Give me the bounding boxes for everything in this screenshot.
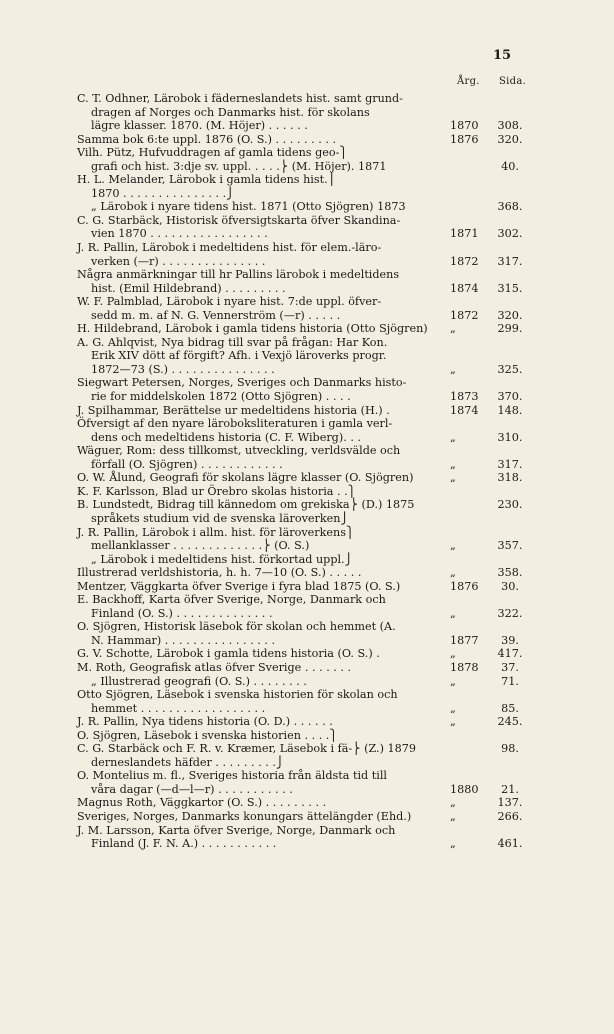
- entry-line: [77, 376, 537, 390]
- entry-page: 85.: [501, 701, 519, 715]
- entry-text: 1872—73 (S.) . . . . . . . . . . . . . . .: [91, 362, 275, 376]
- entry-page: 322.: [497, 606, 523, 620]
- entry-line: [77, 553, 537, 567]
- entry-line: [77, 702, 537, 716]
- entry-line: [77, 336, 537, 350]
- entry-year: 1874: [450, 403, 479, 417]
- entry-text: Sveriges, Norges, Danmarks konungars ättelängder (Ehd.): [77, 809, 412, 823]
- entry-text: dragen af Norges och Danmarks hist. för skolans: [91, 105, 370, 119]
- entry-line: [77, 810, 537, 824]
- entry-text: Några anmärkningar till hr Pallins lärobok i medeltidens: [77, 268, 400, 282]
- entry-text: förfall (O. Sjögren) . . . . . . . . . . . .: [91, 457, 283, 471]
- entry-year: 1872: [450, 254, 479, 268]
- entry-line: [77, 634, 537, 648]
- entry-year: „: [450, 457, 456, 471]
- entry-year: „: [450, 701, 456, 715]
- entry-line: [77, 160, 537, 174]
- entry-text: våra dagar (—d—l—r) . . . . . . . . . . .: [91, 782, 293, 796]
- entry-page: 302.: [497, 227, 523, 241]
- entry-text: „ Illustrerad geografi (O. S.) . . . . . . . .: [91, 674, 307, 688]
- entry-page: 137.: [497, 796, 523, 810]
- entry-page: 37.: [501, 660, 519, 674]
- entry-page: 317.: [497, 457, 523, 471]
- entry-text: J. M. Larsson, Karta öfver Sverige, Norge, Danmark och: [77, 823, 396, 837]
- entry-text: B. Lundstedt, Bidrag till kännedom om grekiska⎬ (D.) 1875: [77, 498, 415, 512]
- entry-text: N. Hammar) . . . . . . . . . . . . . . . .: [91, 633, 276, 647]
- entry-line: [77, 173, 537, 187]
- entry-text: W. F. Palmblad, Lärobok i nyare hist. 7:de uppl. öfver-: [77, 295, 382, 309]
- entry-line: [77, 241, 537, 255]
- entry-text: J. R. Pallin, Lärobok i allm. hist. för läroverkens⎫: [77, 525, 355, 539]
- entry-line: [77, 309, 537, 323]
- entry-year: „: [450, 647, 456, 661]
- entry-line: [77, 647, 537, 661]
- entry-line: [77, 742, 537, 756]
- entry-line: [77, 390, 537, 404]
- entry-year: 1880: [450, 782, 479, 796]
- entry-year: „: [450, 539, 456, 553]
- entry-text: Finland (J. F. N. A.) . . . . . . . . . . .: [91, 837, 277, 851]
- entry-page: 266.: [497, 809, 523, 823]
- entry-year: „: [450, 796, 456, 810]
- entry-line: [77, 661, 537, 675]
- entry-text: C. G. Starbäck, Historisk öfversigtskarta öfver Skandina-: [77, 213, 401, 227]
- entry-line: [77, 526, 537, 540]
- entry-year: „: [450, 430, 456, 444]
- entry-text: Erik XIV dött af förgift? Afh. i Vexjö läroverks progr.: [91, 349, 387, 363]
- entry-line: [77, 756, 537, 770]
- entry-page: 318.: [497, 471, 523, 485]
- entry-page: 320.: [497, 132, 523, 146]
- entry-line: [77, 282, 537, 296]
- entry-page: 40.: [501, 159, 519, 173]
- entry-text: lägre klasser. 1870. (M. Höjer) . . . . . .: [91, 119, 308, 133]
- entry-line: [77, 133, 537, 147]
- entry-text: C. T. Odhner, Lärobok i fäderneslandets hist. samt grund-: [77, 92, 403, 105]
- entry-line: [77, 512, 537, 526]
- entry-line: [77, 417, 537, 431]
- entry-year: „: [450, 809, 456, 823]
- entry-text: grafi och hist. 3:dje sv. uppl. . . . .⎬ (M. Höjer). 1871: [91, 159, 387, 173]
- entry-page: 39.: [501, 633, 519, 647]
- column-header-page: Sida.: [499, 76, 527, 87]
- entry-line: [77, 539, 537, 553]
- entry-line: [77, 214, 537, 228]
- entry-line: [77, 796, 537, 810]
- entry-line: [77, 458, 537, 472]
- entry-page: 310.: [497, 430, 523, 444]
- entry-line: [77, 783, 537, 797]
- entry-year: 1871: [450, 227, 479, 241]
- entry-line: [77, 675, 537, 689]
- entry-line: [77, 119, 537, 133]
- entry-line: [77, 566, 537, 580]
- entry-year: 1878: [450, 660, 479, 674]
- entry-page: 320.: [497, 308, 523, 322]
- entry-year: „: [450, 715, 456, 729]
- entry-text: Mentzer, Väggkarta öfver Sverige i fyra blad 1875 (O. S.): [77, 579, 401, 593]
- entry-text: Wäguer, Rom: dess tillkomst, utveckling, verldsvälde och: [77, 444, 401, 458]
- entry-line: [77, 607, 537, 621]
- entry-text: Öfversigt af den nyare läroboksliteraturen i gamla verl-: [77, 417, 393, 431]
- entry-text: Otto Sjögren, Läsebok i svenska historien för skolan och: [77, 688, 398, 702]
- entry-text: Vilh. Pütz, Hufvuddragen af gamla tidens geo-⎫: [77, 146, 348, 160]
- entry-line: [77, 688, 537, 702]
- entry-page: 230.: [497, 498, 523, 512]
- entry-text: vien 1870 . . . . . . . . . . . . . . . . .: [91, 227, 268, 241]
- entry-line: [77, 187, 537, 201]
- entry-line: [77, 471, 537, 485]
- entry-year: „: [450, 471, 456, 485]
- entry-line: [77, 485, 537, 499]
- entry-page: 358.: [497, 566, 523, 580]
- entry-year: 1876: [450, 132, 479, 146]
- entry-text: O. Sjögren, Läsebok i svenska historien . . . .⎫: [77, 728, 338, 742]
- entry-text: J. R. Pallin, Lärobok i medeltidens hist. för elem.-läro-: [77, 241, 382, 255]
- entry-year: 1876: [450, 579, 479, 593]
- entry-text: E. Backhoff, Karta öfver Sverige, Norge, Danmark och: [77, 593, 386, 607]
- entry-text: hemmet . . . . . . . . . . . . . . . . . .: [91, 701, 266, 715]
- entry-line: [77, 498, 537, 512]
- entry-line: [77, 593, 537, 607]
- entry-page: 461.: [497, 837, 523, 851]
- entry-text: A. G. Ahlqvist, Nya bidrag till svar på frågan: Har Kon.: [77, 335, 388, 349]
- entry-page: 299.: [497, 322, 523, 336]
- entry-line: [77, 729, 537, 743]
- entry-line: [77, 295, 537, 309]
- entry-text: „ Lärobok i nyare tidens hist. 1871 (Otto Sjögren) 1873: [91, 200, 406, 214]
- entry-line: [77, 363, 537, 377]
- entry-page: 357.: [497, 539, 523, 553]
- entry-line: [77, 255, 537, 269]
- entry-text: derneslandets häfder . . . . . . . . .⎭: [91, 755, 285, 769]
- entry-line: [77, 580, 537, 594]
- entry-year: „: [450, 837, 456, 851]
- entry-page: 308.: [497, 119, 523, 133]
- entry-year: 1872: [450, 308, 479, 322]
- entry-page: 417.: [497, 647, 523, 661]
- entry-text: mellanklasser . . . . . . . . . . . . .⎬ (O. S.): [91, 539, 310, 553]
- entry-text: H. Hildebrand, Lärobok i gamla tidens historia (Otto Sjögren): [77, 322, 428, 336]
- entry-text: Magnus Roth, Väggkartor (O. S.) . . . . . . . . .: [77, 796, 327, 810]
- entry-line: [77, 322, 537, 336]
- entry-text: Siegwart Petersen, Norges, Sveriges och Danmarks histo-: [77, 376, 407, 390]
- entry-page: 315.: [497, 281, 523, 295]
- entry-line: [77, 200, 537, 214]
- entry-line: [77, 268, 537, 282]
- entry-text: O. W. Ålund, Geografi för skolans lägre klasser (O. Sjögren): [77, 471, 414, 485]
- entry-text: J. Spilhammar, Berättelse ur medeltidens historia (H.) .: [77, 403, 390, 417]
- entry-line: [77, 837, 537, 851]
- entry-year: 1870: [450, 119, 479, 133]
- entry-text: C. G. Starbäck och F. R. v. Kræmer, Läsebok i fä-⎬ (Z.) 1879: [77, 742, 417, 756]
- entry-text: språkets studium vid de svenska läroverken⎭: [91, 511, 349, 525]
- entry-text: verken (—r) . . . . . . . . . . . . . . .: [91, 254, 266, 268]
- entry-text: hist. (Emil Hildebrand) . . . . . . . . .: [91, 281, 286, 295]
- page-number: 15: [493, 48, 512, 63]
- entry-text: 1870 . . . . . . . . . . . . . . .⎭: [91, 186, 235, 200]
- entry-page: 98.: [501, 742, 519, 756]
- entry-text: Samma bok 6:te uppl. 1876 (O. S.) . . . . . . . . .: [77, 132, 337, 146]
- entry-year: „: [450, 322, 456, 336]
- entry-page: 317.: [497, 254, 523, 268]
- entry-text: Illustrerad verldshistoria, h. h. 7—10 (O. S.) . . . . .: [77, 566, 362, 580]
- entry-text: O. Montelius m. fl., Sveriges historia från äldsta tid till: [77, 769, 387, 783]
- entry-line: [77, 444, 537, 458]
- entry-line: [77, 620, 537, 634]
- entry-page: 325.: [497, 362, 523, 376]
- entry-text: rie for middelskolen 1872 (Otto Sjögren) . . . .: [91, 390, 351, 404]
- entry-page: 245.: [497, 715, 523, 729]
- entry-line: [77, 431, 537, 445]
- entry-text: J. R. Pallin, Nya tidens historia (O. D.) . . . . . .: [77, 715, 333, 729]
- entry-page: 368.: [497, 200, 523, 214]
- entry-year: 1877: [450, 633, 479, 647]
- entry-page: 71.: [501, 674, 519, 688]
- entry-year: „: [450, 674, 456, 688]
- entry-page: 370.: [497, 390, 523, 404]
- entry-text: G. V. Schotte, Lärobok i gamla tidens historia (O. S.) .: [77, 647, 380, 661]
- entry-page: 30.: [501, 579, 519, 593]
- column-header-year: Årg.: [457, 76, 480, 87]
- entry-text: M. Roth, Geografisk atlas öfver Sverige . . . . . . .: [77, 660, 352, 674]
- entry-line: [77, 227, 537, 241]
- entry-line: [77, 715, 537, 729]
- bibliography-list: [77, 92, 537, 851]
- entry-text: Finland (O. S.) . . . . . . . . . . . . . .: [91, 606, 273, 620]
- entry-line: [77, 106, 537, 120]
- entry-text: „ Lärobok i medeltidens hist. förkortad uppl.⎭: [91, 552, 354, 566]
- entry-year: „: [450, 362, 456, 376]
- entry-text: O. Sjögren, Historisk läsebok för skolan och hemmet (A.: [77, 620, 396, 634]
- entry-line: [77, 92, 537, 106]
- entry-year: „: [450, 566, 456, 580]
- entry-page: 148.: [497, 403, 523, 417]
- entry-text: sedd m. m. af N. G. Vennerström (—r) . . . . .: [91, 308, 341, 322]
- entry-year: „: [450, 606, 456, 620]
- entry-text: dens och medeltidens historia (C. F. Wiberg). . .: [91, 430, 361, 444]
- entry-line: [77, 824, 537, 838]
- entry-line: [77, 769, 537, 783]
- entry-page: 21.: [501, 782, 519, 796]
- entry-line: [77, 404, 537, 418]
- entry-text: H. L. Melander, Lärobok i gamla tidens hist.⎪: [77, 173, 337, 187]
- entry-text: K. F. Karlsson, Blad ur Örebro skolas historia . .⎫: [77, 484, 357, 498]
- entry-line: [77, 349, 537, 363]
- entry-year: 1874: [450, 281, 479, 295]
- entry-year: 1873: [450, 390, 479, 404]
- entry-line: [77, 146, 537, 160]
